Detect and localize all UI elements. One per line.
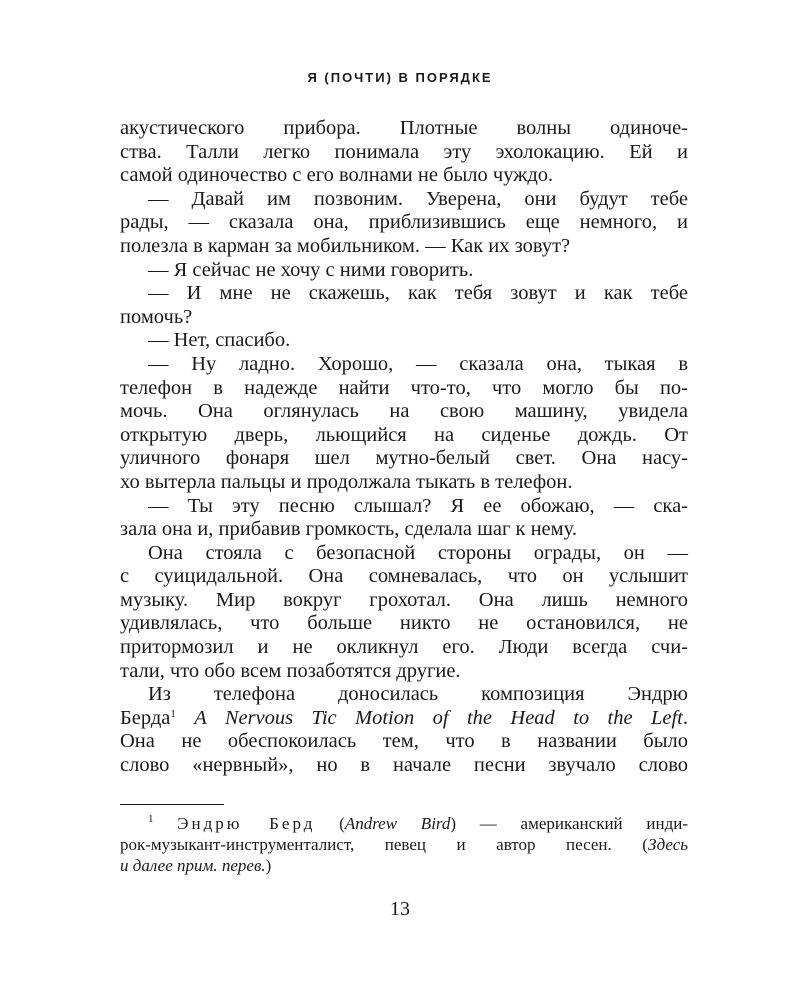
page-number: 13 xyxy=(390,898,410,920)
running-head: Я (ПОЧТИ) В ПОРЯДКЕ xyxy=(307,70,493,85)
footnote-line xyxy=(120,855,688,876)
footnote-paren: ( xyxy=(315,814,345,833)
text-line xyxy=(120,707,688,731)
text-line: хо вытерла пальцы и продолжала тыкать в телефон. xyxy=(120,470,573,493)
text-line: Из телефона доносилась композиция Эндрю xyxy=(148,683,688,706)
text-line: — Давай им позвоним. Уверена, они будут тебе xyxy=(148,187,688,210)
footnote-line xyxy=(120,813,688,834)
footnote-name: Эндрю Берд xyxy=(177,814,316,833)
text-line: акустического прибора. Плотные волны одиноче- xyxy=(120,117,688,139)
text-line: Она стояла с безопасной стороны ограды, он — xyxy=(148,541,688,564)
footnote-line xyxy=(120,834,688,855)
footnote-note: и далее прим. перев. xyxy=(120,856,266,875)
footnote-original-name: Andrew Bird xyxy=(344,814,451,833)
footnote-note: Здесь xyxy=(647,835,688,854)
text-line: Она не обеспокоилась тем, что в названии было xyxy=(120,730,688,753)
text-line: удивлялась, что больше никто не остановился, не xyxy=(120,612,688,635)
text-line: — Ты эту песню слышал? Я ее обожаю, — ска- xyxy=(148,494,688,517)
period: . xyxy=(682,706,688,729)
song-title: A Nervous Tic Motion of the Head to the Left xyxy=(175,706,683,729)
text-line: рады, — сказала она, приблизившись еще немного, и xyxy=(120,211,688,234)
text-line: тали, что обо всем позаботятся другие. xyxy=(120,659,461,682)
text-line: уличного фонаря шел мутно-белый свет. Она насу- xyxy=(120,447,688,470)
text-line: слово «нервный», но в начале песни звучало слово xyxy=(120,754,688,777)
footnote xyxy=(120,813,688,876)
footnote-text: ) — американский инди- xyxy=(450,814,688,833)
text-line: музыку. Мир вокруг грохотал. Она лишь немного xyxy=(120,588,688,611)
text-line: ства. Талли легко понимала эту эхолокацию. Ей и xyxy=(120,140,688,163)
text-line: телефон в надежде найти что-то, что могло бы по- xyxy=(120,376,688,399)
footnote-marker: 1 xyxy=(148,813,154,825)
text-line: — Ну ладно. Хорошо, — сказала она, тыкая в xyxy=(148,352,688,375)
text-line: с суицидальной. Она сомневалась, что он услышит xyxy=(120,565,688,588)
text-line: — Нет, спасибо. xyxy=(148,329,291,352)
text-line: — Я сейчас не хочу с ними говорить. xyxy=(148,258,474,281)
footnote-close: ) xyxy=(265,856,272,875)
text-line: открытую дверь, льющийся на сиденье дождь. От xyxy=(120,423,688,446)
footnote-text: рок-музыкант-инструменталист, певец и автор песен. ( xyxy=(120,835,648,854)
footnote-reference: 1 xyxy=(170,707,176,720)
text-line: притормозил и не окликнул его. Люди всегда счи- xyxy=(120,636,688,659)
text-line: — И мне не скажешь, как тебя зовут и как тебе xyxy=(148,282,688,305)
text-line: мочь. Она оглянулась на свою машину, увидела xyxy=(120,400,688,423)
footnote-divider xyxy=(120,804,224,805)
author-name: Берда xyxy=(120,706,171,729)
text-line: помочь? xyxy=(120,305,193,328)
text-line: самой одиночество с его волнами не было чуждо. xyxy=(120,164,554,187)
text-line: зала она и, прибавив громкость, сделала шаг к нему. xyxy=(120,518,577,541)
body-text xyxy=(120,117,688,778)
text-line: полезла в карман за мобильником. — Как их зовут? xyxy=(120,234,571,257)
